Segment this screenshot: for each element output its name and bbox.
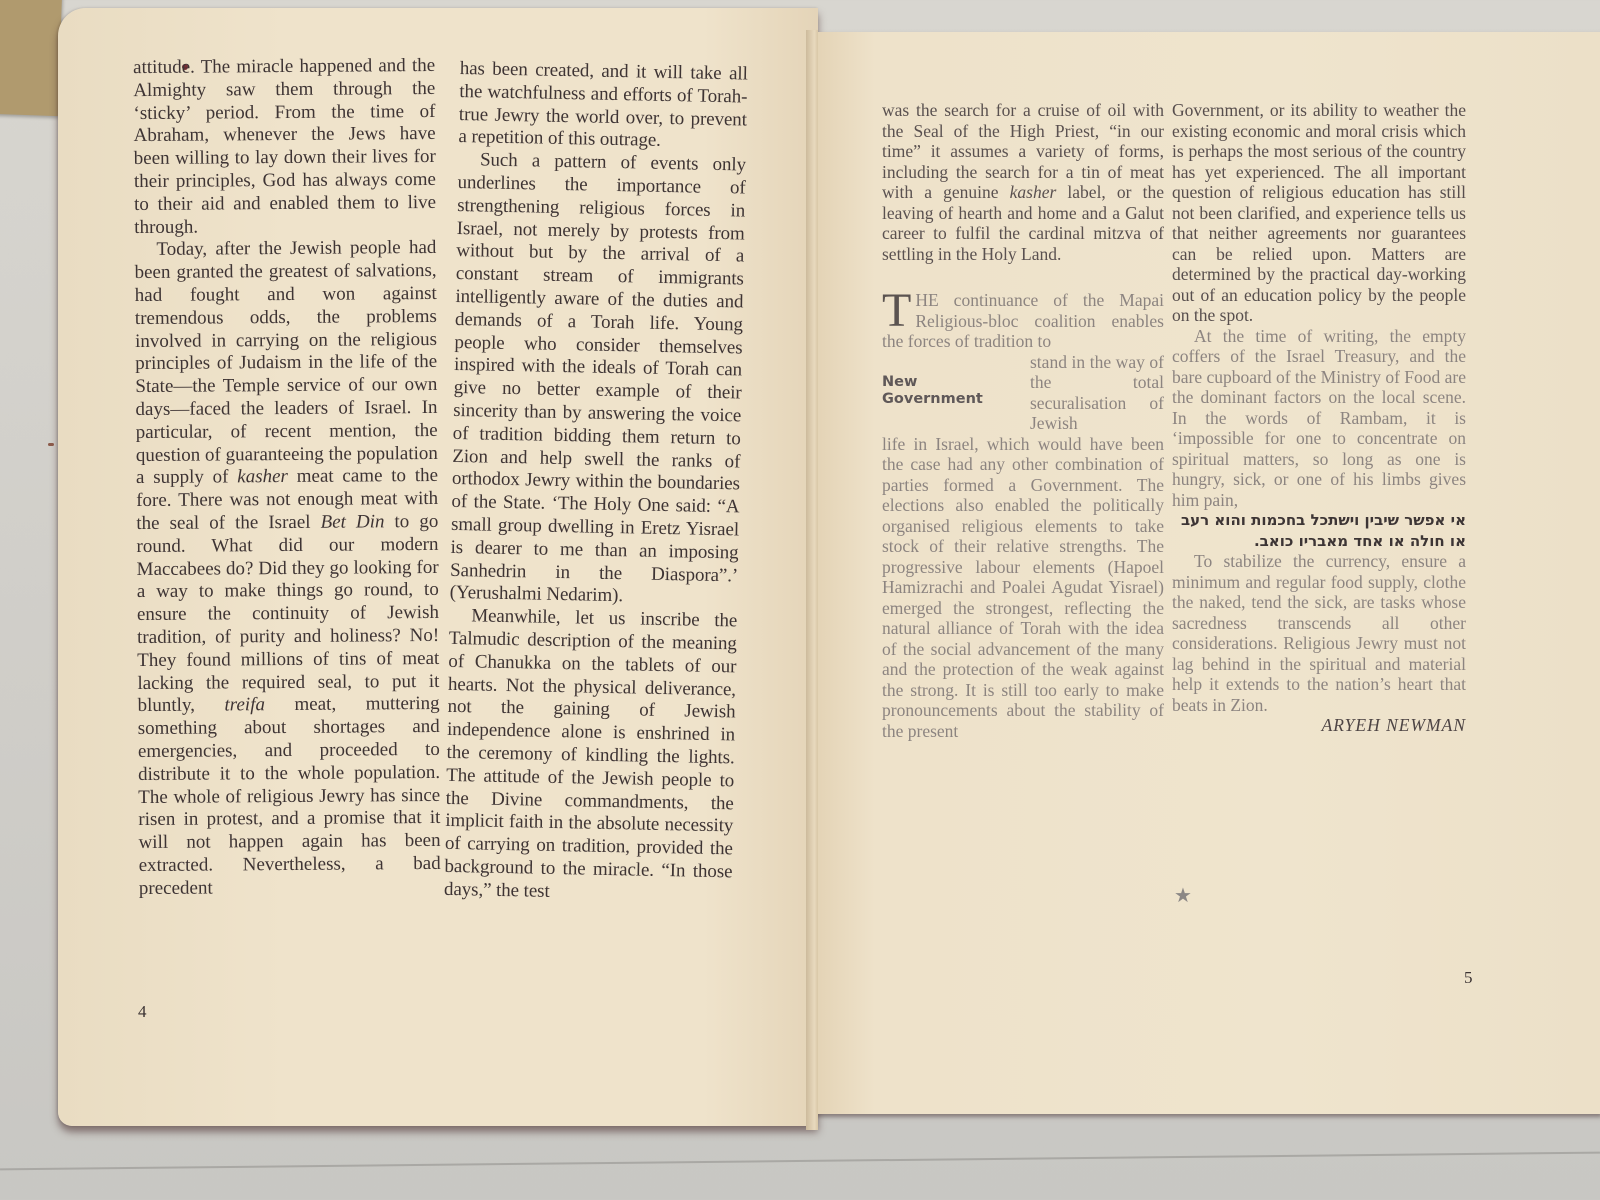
side-heading-line: Government bbox=[882, 390, 983, 407]
star-ornament-icon: ★ bbox=[1174, 885, 1192, 907]
author-signature: ARYEH NEWMAN bbox=[1321, 715, 1466, 735]
right-page-column-4 bbox=[1172, 100, 1466, 736]
drop-cap: T bbox=[882, 284, 912, 337]
left-page-column-1 bbox=[133, 55, 441, 901]
page-number-left: 4 bbox=[138, 1002, 147, 1021]
paragraph bbox=[134, 237, 441, 900]
right-page-column-3 bbox=[882, 100, 1164, 741]
table-edge-line bbox=[0, 1152, 1600, 1171]
text-run: meat, muttering something about shortages and emergencies, and proceeded to distribute it to the whole population. The whole of religious Jewry has since risen in protest, and a promise that it will not happen again has been extracted. Nevertheless, a bad precedent bbox=[137, 693, 441, 899]
text-run: Today, after the Jewish people had been granted the greatest of salvations, had fought and won against tremendous odds, the problems involved in carrying on the religious principles of Judaism in the life of the State—the Temple service of our own days—faced the leaders of Israel. In particular, of recent mention, the question of guaranteeing the population a supply of bbox=[134, 237, 438, 489]
paragraph: Meanwhile, let us inscribe the Talmudic description of the meaning of Chanukka on the tablets of our hearts. Not the physical deliverance, not the gaining of Jewish independence alone is enshrined in the ceremony of kindling the lights. The attitude of the Jewish people to the Divine commandments, the implicit faith in the absolute necessity of carrying on tradition, provided the background to the miracle. “In those days,” the test bbox=[443, 605, 738, 902]
text-run: was the search for a cruise of oil with the Seal of the High Priest, “in our time” it assumes a variety of forms, including the search for a tin of meat with a genuine bbox=[882, 100, 1164, 202]
brown-card-corner bbox=[0, 0, 62, 116]
paragraph: To stabilize the currency, ensure a minimum and regular food supply, clothe the naked, tend the sick, are tasks whose sacredness transcends all other considerations. Religious Jewry must not lag behind in the spiritual and material help it extends to the nation’s heart that beats in Zion. bbox=[1172, 551, 1466, 715]
paragraph: has been created, and it will take all the watchfulness and efforts of Torah-true Jewry the world over, to prevent a repetition of this outrage. bbox=[458, 58, 748, 152]
text-run: label, or the leaving of hearth and home and a Galut career to fulfil the cardinal mitzva of settling in the Holy Land. bbox=[882, 182, 1164, 264]
paragraph: Such a pattern of events only underlines the importance of strengthening religious forces in Israel, not merely by protests from without but by the arrival of a constant stream of immigrants intelligently aware of the duties and demands of a Torah life. Young people who consider themselves inspired with the ideals of Torah can give no better example of their sincerity than by answering the voice of tradition bidding them return to Zion and help swell the ranks of orthodox Jewry within the boundaries of the State. ‘The Holy One said: “A small group dwelling in Eretz Yisrael is dearer to me than an imposing Sanhedrin in the Diaspora”.’ (Yerushalmi Nedarim). bbox=[449, 149, 747, 607]
paragraph: Government, or its ability to weather the existing economic and moral crisis which is perhaps the most serious of the country has yet experienced. The all important question of religious education has still not been clarified, and experience tells us that neither agreements nor guarantees can be relied upon. Matters are determined by the practical day-working out of an education policy by the people on the spot. bbox=[1172, 100, 1466, 325]
book-gutter bbox=[806, 30, 818, 1130]
text-run: meat came to the fore. There was not enough meat with the seal of the Israel bbox=[136, 465, 439, 534]
left-page-column-2 bbox=[444, 58, 748, 907]
italic-term-kasher: kasher bbox=[1009, 182, 1057, 202]
italic-term-treifa: treifa bbox=[224, 694, 266, 716]
section-spacer bbox=[882, 264, 1164, 290]
page-number-right: 5 bbox=[1464, 968, 1473, 987]
text-run: to go round. What did our modern Maccabees do? Did they go looking for a way to make things go round, to ensure the continuity of Jewish tradition, of purity and holiness? No! They found millions of tins of meat lacking the required seal, to put it bluntly, bbox=[136, 510, 440, 717]
paragraph: life in Israel, which would have been the case had any other combination of parties formed a Government. The elections also enabled the politically organised religious elements to take stock of their relative strengths. The progressive labour elements (Hapoel Hamizrachi and Poalei Agudat Yisrael) emerged the strongest, reflecting the natural alliance of Torah with the idea of the social advancement of the many and the protection of the weak against the strong. It is still too early to make pronouncements about the stability of the present bbox=[882, 433, 1164, 741]
side-heading-block bbox=[882, 352, 1164, 434]
text-run: stand in the way of the total securalisation of Jewish bbox=[1030, 351, 1164, 433]
italic-term-kasher: kasher bbox=[237, 466, 288, 488]
side-heading-line: New bbox=[882, 373, 918, 390]
side-heading bbox=[882, 352, 1030, 434]
paragraph bbox=[882, 100, 1164, 264]
paragraph: At the time of writing, the empty coffers of the Israel Treasury, and the bare cupboard of the Ministry of Food are the dominant factors on the local scene. In the words of Rambam, it is ‘impossible for one to concentrate on spiritual matters, so long as one is hungry, sick, or one of his limbs gives him pain, bbox=[1172, 325, 1467, 510]
paper-mark bbox=[48, 443, 54, 446]
paragraph bbox=[882, 284, 1164, 352]
hebrew-quote: אי אפשר שיבין וישתכל בחכמות והוא רעב או חולה או אחד מאבריו כואב. bbox=[1180, 511, 1466, 550]
text-run: HE continuance of the Mapai Religious-bloc coalition enables the forces of tradition to bbox=[882, 290, 1164, 351]
paragraph: attitude. The miracle happened and the Almighty saw them through the ‘sticky’ period. From the time of Abraham, whenever the Jews have been willing to lay down their lives for their principles, God has always come to their aid and enabled them to live through. bbox=[133, 54, 437, 238]
italic-term-bet-din: Bet Din bbox=[320, 511, 385, 533]
